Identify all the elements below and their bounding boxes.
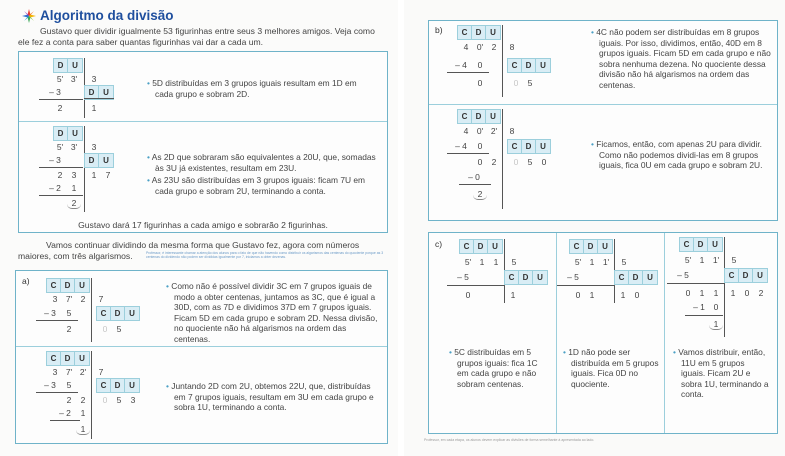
digit: 1 <box>699 288 705 298</box>
long-division-step1 <box>49 58 159 120</box>
digit: 3 <box>52 367 58 377</box>
remainder-row <box>53 102 67 114</box>
digit: – 3 <box>49 87 61 97</box>
long-division-b-step2 <box>457 109 577 219</box>
digit: – 0 <box>468 172 480 182</box>
dividend-place-header <box>53 126 83 141</box>
quotient-row <box>616 289 644 301</box>
digit: 5 <box>731 255 737 265</box>
remainder-digit: 1 <box>76 423 90 435</box>
quotient-row <box>726 287 768 299</box>
quotient-row <box>506 289 520 301</box>
long-division-c-col2 <box>569 239 664 309</box>
digit: 5 <box>116 324 122 334</box>
explanation-bullet: • Como não é possível dividir 3C em 7 grupos iguais de modo a obter centenas, juntamos as 3C, que é igual a 30D, com as 7D e dividimos 37D em 7 grupos iguais. Ficam 5D em cada grupo e sobram 2D. Nessa divisão, no quociente não há algarismos na ordem das centenas. <box>166 281 381 345</box>
subtract-row-2 <box>54 407 90 419</box>
division-bracket <box>84 126 85 212</box>
digit: 4 <box>463 126 469 136</box>
long-division-c-col1 <box>459 239 554 309</box>
subtraction-line <box>39 167 83 168</box>
digit: 5 <box>621 257 627 267</box>
place-d: D <box>111 307 125 320</box>
subtract-row <box>449 59 487 71</box>
quotient-row <box>509 77 537 89</box>
continue-paragraph: Vamos continuar dividindo da mesma forma que Gustavo fez, agora com números maiores, com três algarismos. <box>18 240 360 261</box>
digit: 3 <box>130 395 136 405</box>
place-c: C <box>460 240 474 253</box>
place-d: D <box>629 271 643 284</box>
subtract-row <box>38 307 76 319</box>
place-c: C <box>505 271 519 284</box>
explanation-bullet: • Ficamos, então, com apenas 2U para dividir. Como não podemos dividi-las em 8 grupos iguais, fica 0U em cada grupo e sobram 2U. <box>591 139 771 171</box>
digit: 1 <box>730 288 736 298</box>
dividend-row <box>681 254 723 266</box>
division-bracket <box>91 351 92 439</box>
divisor <box>87 73 101 85</box>
column-divider <box>556 233 557 433</box>
digit: 1 <box>589 290 595 300</box>
digit: 2 <box>57 170 63 180</box>
place-d: D <box>739 269 753 282</box>
quotient-row <box>87 169 115 181</box>
place-d: D <box>584 240 598 253</box>
remainder-digit: 2 <box>473 188 487 200</box>
place-u: U <box>537 273 543 282</box>
digit: 5 <box>66 380 72 390</box>
divisor <box>87 141 101 153</box>
place-c: C <box>508 59 522 72</box>
place-u: U <box>492 242 498 251</box>
place-c: C <box>615 271 629 284</box>
digit: 3 <box>91 74 97 84</box>
divisor <box>505 41 519 53</box>
place-u: U <box>79 354 85 363</box>
subtraction-line <box>36 320 78 321</box>
teacher-note: Professor, é interessante chamar a atenção dos alunos para o fato de que não havendo como distribuir os algarismos das centenas do quociente porque as 3 centenas do dividendo não podem ser divididas igualmente por 7, iniciamos a obter dezenas. <box>146 251 384 260</box>
digit: 5 <box>527 157 533 167</box>
place-d: D <box>522 140 536 153</box>
divisor <box>94 366 108 378</box>
subtraction-line <box>447 153 489 154</box>
subtract-row-2 <box>689 301 723 313</box>
dividend-row <box>461 256 503 268</box>
place-u: U <box>757 271 763 280</box>
subtraction-line <box>39 99 83 100</box>
place-d: D <box>472 110 486 123</box>
digit: – 1 <box>693 302 705 312</box>
division-bracket <box>91 278 92 342</box>
digit: 1 <box>713 288 719 298</box>
place-c: C <box>458 26 472 39</box>
digit: 7 <box>105 170 111 180</box>
digit: 0 <box>685 288 691 298</box>
division-bracket <box>724 237 725 337</box>
digit: 2 <box>758 288 764 298</box>
digit: 1 <box>71 183 77 193</box>
place-u: U <box>540 61 546 70</box>
place-c: C <box>47 352 61 365</box>
digit: 1 <box>510 290 516 300</box>
digit: 1' <box>602 257 610 267</box>
digit: 3 <box>71 170 77 180</box>
quotient-line <box>84 98 114 99</box>
digit: 5' <box>684 255 692 265</box>
digit: – 3 <box>44 380 56 390</box>
subtraction-line-2 <box>459 184 491 185</box>
digit: 2 <box>80 395 86 405</box>
digit: 7' <box>65 294 73 304</box>
digit: – 5 <box>457 272 469 282</box>
exercise-box-a <box>15 270 388 444</box>
dividend-row <box>571 256 613 268</box>
item-label-a: a) <box>22 276 30 286</box>
digit: 5 <box>511 257 517 267</box>
explanation-bullet: • 1D não pode ser distribuída em 5 grupos iguais. Fica 0D no quociente. <box>563 347 661 389</box>
star-burst-icon <box>22 9 36 23</box>
place-c: C <box>97 307 111 320</box>
subtraction-line-2 <box>50 420 80 421</box>
subtract-row-2 <box>43 182 81 194</box>
place-u: U <box>103 88 109 97</box>
digit: – 4 <box>455 60 467 70</box>
digit: 5 <box>116 395 122 405</box>
digit: 0 <box>513 157 519 167</box>
digit: 5' <box>464 257 472 267</box>
digit: 7 <box>98 367 104 377</box>
digit: 3' <box>70 74 78 84</box>
digit: 0 <box>513 78 519 88</box>
dividend-row <box>48 366 90 378</box>
quotient-place-header <box>504 270 548 285</box>
title-text: Algoritmo da divisão <box>40 8 174 23</box>
digit: 7 <box>98 294 104 304</box>
digit: 8 <box>509 126 515 136</box>
long-division-c-col3 <box>679 237 777 347</box>
place-u: U <box>103 156 109 165</box>
digit: – 2 <box>49 183 61 193</box>
digit: 1 <box>699 255 705 265</box>
division-bracket <box>502 109 503 209</box>
place-d: D <box>54 59 68 72</box>
digit: 2' <box>490 126 498 136</box>
dividend-row <box>459 41 501 53</box>
divisor <box>507 256 521 268</box>
digit: 1 <box>589 257 595 267</box>
place-c: C <box>97 379 111 392</box>
digit: 0' <box>476 42 484 52</box>
digit: 1 <box>493 257 499 267</box>
item-label-b: b) <box>435 25 443 35</box>
digit: 1 <box>479 257 485 267</box>
digit: 7' <box>65 367 73 377</box>
digit: – 5 <box>677 270 689 280</box>
digit: 1 <box>91 170 97 180</box>
digit: 3 <box>52 294 58 304</box>
divisor <box>617 256 631 268</box>
subtract-row <box>561 271 585 283</box>
item-label-c: c) <box>435 239 443 249</box>
subtract-row-2 <box>461 171 487 183</box>
dividend-place-header <box>46 351 90 366</box>
subtract-row <box>449 140 487 152</box>
partial-row <box>473 156 501 168</box>
place-u: U <box>602 242 608 251</box>
place-u: U <box>129 309 135 318</box>
subtract-row <box>43 86 67 98</box>
remainder-row <box>571 289 599 301</box>
step-divider <box>19 121 387 122</box>
explanation-bullet: • 4C não podem ser distribuídas em 8 grupos iguais. Por isso, dividimos, então, 40D em 8 grupos iguais. Ficam 5D em cada grupo e não sobra nenhuma dezena. No quociente dessa divisão não há algarismos na ordem das centenas. <box>591 27 771 91</box>
digit: 1 <box>91 103 97 113</box>
quotient-row <box>98 394 140 406</box>
step-divider <box>16 346 387 347</box>
dividend-place-header <box>569 239 613 254</box>
place-u: U <box>647 273 653 282</box>
digit: 0 <box>575 290 581 300</box>
digit: 0 <box>477 141 483 151</box>
intro-paragraph: Gustavo quer dividir igualmente 53 figurinhas entre seus 3 melhores amigos. Veja como ele fez a conta para saber quantas figurinhas vai dar a cada um. <box>18 26 375 47</box>
explanation-bullet: • 5D distribuídas em 3 grupos iguais resultam em 1D em cada grupo e sobram 2D. <box>147 78 377 99</box>
long-division-b-step1 <box>457 25 577 101</box>
remainder-row <box>461 289 475 301</box>
dividend-row <box>53 141 81 153</box>
subtraction-line <box>36 392 78 393</box>
quotient-place-header <box>724 268 768 283</box>
place-u: U <box>129 381 135 390</box>
explanation-bullet: • 5C distribuídas em 5 grupos iguais: fica 1C em cada grupo e não sobram centenas. <box>449 347 549 389</box>
exercise-box-b <box>428 20 778 221</box>
remainder-row <box>473 77 487 89</box>
place-u: U <box>540 142 546 151</box>
remainder-row <box>473 188 487 200</box>
digit: 3 <box>91 142 97 152</box>
place-c: C <box>508 140 522 153</box>
quotient-row <box>87 102 101 114</box>
digit: 2 <box>491 42 497 52</box>
digit: – 3 <box>44 308 56 318</box>
dividend-row <box>48 293 90 305</box>
place-d: D <box>694 238 708 251</box>
digit: 5' <box>56 142 64 152</box>
place-u: U <box>72 61 78 70</box>
partial-row <box>62 394 90 406</box>
section-title <box>22 8 174 23</box>
subtract-row <box>38 379 76 391</box>
long-division-a-step1 <box>46 278 166 344</box>
digit: 0 <box>744 288 750 298</box>
subtract-row <box>43 154 67 166</box>
dividend-row <box>459 125 501 137</box>
digit: 3' <box>70 142 78 152</box>
digit: 0 <box>477 60 483 70</box>
divisor <box>505 125 519 137</box>
place-u: U <box>72 129 78 138</box>
subtraction-line-2 <box>685 315 723 316</box>
place-d: D <box>474 240 488 253</box>
dividend-place-header <box>46 278 90 293</box>
column-divider <box>664 233 665 433</box>
long-division-a-step2 <box>46 351 166 443</box>
quotient-place-header <box>507 139 551 154</box>
digit: 1 <box>620 290 626 300</box>
digit: 2 <box>66 395 72 405</box>
dividend-place-header <box>53 58 83 73</box>
digit: – 2 <box>59 408 71 418</box>
digit: 5 <box>527 78 533 88</box>
digit: 0' <box>476 126 484 136</box>
place-d: D <box>85 154 99 167</box>
place-d: D <box>522 59 536 72</box>
digit: 5' <box>56 74 64 84</box>
digit: 5 <box>66 308 72 318</box>
remainder-row <box>76 423 90 435</box>
digit: 5' <box>574 257 582 267</box>
dividend-place-header <box>457 109 501 124</box>
dividend-place-header <box>457 25 501 40</box>
place-c: C <box>725 269 739 282</box>
place-d: D <box>472 26 486 39</box>
subtraction-line-2 <box>39 195 83 196</box>
place-d: D <box>61 279 75 292</box>
right-page <box>404 0 785 456</box>
place-d: D <box>61 352 75 365</box>
place-c: C <box>680 238 694 251</box>
digit: – 4 <box>455 141 467 151</box>
place-c: C <box>570 240 584 253</box>
digit: 0 <box>102 395 108 405</box>
example-box <box>18 51 388 233</box>
digit: 0 <box>541 157 547 167</box>
place-u: U <box>712 240 718 249</box>
digit: 2 <box>80 294 86 304</box>
explanation-bullet: • Juntando 2D com 2U, obtemos 22U, que, distribuídas em 7 grupos iguais, resultam em 3U em cada grupo e sobra 1U, terminando a conta. <box>166 381 381 413</box>
digit: 0 <box>713 302 719 312</box>
explanation-bullet: • As 2D que sobraram são equivalentes a 20U, que, somadas às 3U já existentes, resultam em 23U. <box>147 152 379 173</box>
digit: 0 <box>477 78 483 88</box>
quotient-row <box>509 156 551 168</box>
digit: 2 <box>491 157 497 167</box>
partial-row <box>53 169 81 181</box>
summary-text: Gustavo dará 17 figurinhas a cada amigo e sobrarão 2 figurinhas. <box>78 220 328 230</box>
digit: 0 <box>102 324 108 334</box>
digit: 2 <box>66 324 72 334</box>
dividend-place-header <box>679 237 723 252</box>
subtraction-line <box>447 72 489 73</box>
dividend-row <box>53 73 81 85</box>
digit: 1 <box>80 408 86 418</box>
digit: 0 <box>477 157 483 167</box>
quotient-place-header <box>96 306 140 321</box>
dividend-place-header <box>459 239 503 254</box>
remainder-row <box>67 197 81 209</box>
explanation-bullet: • As 23U são distribuídas em 3 grupos iguais: ficam 7U em cada grupo e sobram 2U, terminando a conta. <box>147 175 379 196</box>
remainder-digit: 1 <box>709 318 723 330</box>
quotient-place-header <box>507 58 551 73</box>
remainder-row <box>709 318 723 330</box>
digit: 2' <box>79 367 87 377</box>
place-u: U <box>79 281 85 290</box>
quotient-row <box>98 323 126 335</box>
digit: 4 <box>463 42 469 52</box>
subtraction-line <box>447 285 504 286</box>
place-u: U <box>490 28 496 37</box>
remainder-row <box>62 323 76 335</box>
place-c: C <box>458 110 472 123</box>
long-division-step2 <box>49 126 159 216</box>
place-d: D <box>54 127 68 140</box>
place-d: D <box>111 379 125 392</box>
place-u: U <box>490 112 496 121</box>
subtraction-line <box>557 285 614 286</box>
subtract-row <box>671 269 695 281</box>
quotient-place-header <box>96 378 140 393</box>
place-d: D <box>519 271 533 284</box>
exercise-box-c <box>428 232 778 434</box>
quotient-place-header <box>84 153 114 168</box>
digit: 1' <box>712 255 720 265</box>
digit: 8 <box>509 42 515 52</box>
teacher-footer-note: Professor, em cada etapa, os alunos devem explicar as divisões de forma semelhante à apresentada ao lado. <box>424 438 595 442</box>
division-bracket <box>502 25 503 97</box>
divisor <box>94 293 108 305</box>
divisor <box>727 254 741 266</box>
subtraction-line <box>667 283 724 284</box>
step-divider <box>429 104 777 105</box>
remainder-digit: 2 <box>67 197 81 209</box>
place-c: C <box>47 279 61 292</box>
place-d: D <box>85 86 99 99</box>
digit: – 5 <box>567 272 579 282</box>
digit: 0 <box>634 290 640 300</box>
explanation-bullet: • Vamos distribuir, então, 11U em 5 grupos iguais. Ficam 2U e sobra 1U, terminando a conta. <box>673 347 771 400</box>
quotient-place-header <box>614 270 658 285</box>
digit: 0 <box>465 290 471 300</box>
digit: 2 <box>57 103 63 113</box>
partial-row <box>681 287 723 299</box>
digit: – 3 <box>49 155 61 165</box>
subtract-row <box>451 271 475 283</box>
